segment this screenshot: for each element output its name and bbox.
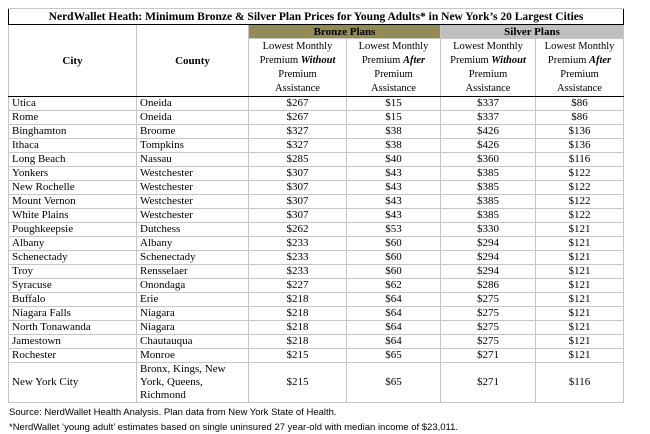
city-cell: Rochester (9, 349, 137, 363)
bronze-after-column-header (347, 39, 441, 97)
silver-after-cell: $121 (536, 265, 624, 279)
silver-without-cell: $360 (441, 153, 536, 167)
header-line: Lowest Monthly (262, 40, 333, 52)
city-cell: Albany (9, 237, 137, 251)
silver-without-cell: $275 (441, 307, 536, 321)
city-cell: North Tonawanda (9, 321, 137, 335)
bronze-without-cell: $307 (249, 209, 347, 223)
silver-after-column-header (536, 39, 624, 97)
table-row (9, 251, 624, 265)
bronze-without-cell: $307 (249, 195, 347, 209)
city-cell: Poughkeepsie (9, 223, 137, 237)
table-row (9, 265, 624, 279)
silver-without-cell: $271 (441, 363, 536, 403)
bronze-without-cell: $215 (249, 349, 347, 363)
silver-after-cell: $121 (536, 223, 624, 237)
bronze-without-cell: $218 (249, 321, 347, 335)
table-row (9, 167, 624, 181)
bronze-without-cell: $215 (249, 363, 347, 403)
table-row (9, 125, 624, 139)
bronze-without-cell: $218 (249, 293, 347, 307)
silver-after-cell: $121 (536, 335, 624, 349)
bronze-without-cell: $233 (249, 237, 347, 251)
bronze-after-cell: $64 (347, 335, 441, 349)
header-line: Lowest Monthly (544, 40, 615, 52)
bronze-without-cell: $262 (249, 223, 347, 237)
bronze-after-cell: $43 (347, 209, 441, 223)
header-line: Premium (468, 68, 508, 80)
silver-without-cell: $286 (441, 279, 536, 293)
city-cell: Jamestown (9, 335, 137, 349)
bronze-after-cell: $64 (347, 321, 441, 335)
silver-without-cell: $337 (441, 97, 536, 111)
county-cell: Dutchess (137, 223, 249, 237)
header-line: Premium After (547, 54, 612, 66)
silver-without-cell: $385 (441, 167, 536, 181)
table-row (9, 335, 624, 349)
table-row (9, 237, 624, 251)
bronze-after-cell: $60 (347, 265, 441, 279)
bronze-after-cell: $65 (347, 363, 441, 403)
silver-plans-group-header: Silver Plans (441, 25, 624, 39)
header-line: Lowest Monthly (453, 40, 523, 52)
city-column-header: City (9, 25, 137, 97)
county-cell: Oneida (137, 111, 249, 125)
city-cell: White Plains (9, 209, 137, 223)
source-note: Source: NerdWallet Health Analysis. Plan data from New York State of Health. (9, 407, 337, 418)
header-line: Assistance (371, 82, 416, 94)
city-cell: New York City (9, 363, 137, 403)
county-cell: Westchester (137, 209, 249, 223)
bronze-after-cell: $60 (347, 237, 441, 251)
silver-without-cell: $294 (441, 265, 536, 279)
bronze-after-cell: $43 (347, 181, 441, 195)
county-cell: Niagara (137, 307, 249, 321)
header-line: Premium (278, 68, 317, 80)
city-cell: Binghamton (9, 125, 137, 139)
header-line: Assistance (275, 82, 320, 94)
silver-after-cell: $122 (536, 167, 624, 181)
county-cell: Niagara (137, 321, 249, 335)
bronze-after-cell: $62 (347, 279, 441, 293)
silver-after-cell: $121 (536, 293, 624, 307)
plan-group-header-row (9, 25, 624, 39)
county-cell: Schenectady (137, 251, 249, 265)
silver-after-cell: $116 (536, 363, 624, 403)
silver-without-cell: $294 (441, 251, 536, 265)
bronze-after-cell: $15 (347, 111, 441, 125)
bronze-after-cell: $40 (347, 153, 441, 167)
silver-without-cell: $426 (441, 125, 536, 139)
silver-without-cell: $385 (441, 181, 536, 195)
bronze-without-cell: $233 (249, 265, 347, 279)
city-cell: Buffalo (9, 293, 137, 307)
city-cell: Mount Vernon (9, 195, 137, 209)
silver-after-cell: $116 (536, 153, 624, 167)
city-cell: Yonkers (9, 167, 137, 181)
silver-without-cell: $385 (441, 195, 536, 209)
table-row (9, 209, 624, 223)
silver-without-cell: $275 (441, 321, 536, 335)
plan-price-table (8, 8, 624, 403)
city-cell: Long Beach (9, 153, 137, 167)
silver-without-cell: $275 (441, 293, 536, 307)
table-title: NerdWallet Heath: Minimum Bronze & Silver Plan Prices for Young Adults* in New York’s 20 Largest Cities (9, 9, 624, 25)
bronze-without-cell: $327 (249, 139, 347, 153)
county-cell: Nassau (137, 153, 249, 167)
city-cell: Utica (9, 97, 137, 111)
bronze-after-cell: $15 (347, 97, 441, 111)
header-line: Premium (374, 68, 413, 80)
silver-after-cell: $136 (536, 139, 624, 153)
header-line: Assistance (465, 82, 511, 94)
bronze-without-cell: $327 (249, 125, 347, 139)
table-body (9, 97, 624, 403)
silver-without-cell: $385 (441, 209, 536, 223)
silver-without-column-header (441, 39, 536, 97)
silver-after-cell: $136 (536, 125, 624, 139)
table-row (9, 279, 624, 293)
bronze-after-cell: $38 (347, 139, 441, 153)
county-cell: Tompkins (137, 139, 249, 153)
table-row (9, 363, 624, 403)
county-cell: Broome (137, 125, 249, 139)
table-row (9, 195, 624, 209)
county-cell: Westchester (137, 195, 249, 209)
bronze-after-cell: $64 (347, 307, 441, 321)
silver-after-cell: $122 (536, 181, 624, 195)
bronze-without-cell: $307 (249, 181, 347, 195)
silver-after-cell: $86 (536, 111, 624, 125)
silver-without-cell: $337 (441, 111, 536, 125)
county-cell: Onondaga (137, 279, 249, 293)
silver-without-cell: $426 (441, 139, 536, 153)
silver-without-cell: $330 (441, 223, 536, 237)
city-cell: Syracuse (9, 279, 137, 293)
young-adult-note: *NerdWallet ‘young adult’ estimates based on single uninsured 27 year-old with median income of $23,011. (9, 422, 459, 433)
table-row (9, 97, 624, 111)
county-cell: Bronx, Kings, New York, Queens, Richmond (137, 363, 249, 403)
silver-after-cell: $121 (536, 321, 624, 335)
bronze-after-cell: $65 (347, 349, 441, 363)
silver-after-cell: $121 (536, 349, 624, 363)
county-cell: Oneida (137, 97, 249, 111)
header-line: Premium After (361, 54, 426, 66)
header-line: Lowest Monthly (358, 40, 429, 52)
footnotes (9, 407, 650, 434)
city-cell: Schenectady (9, 251, 137, 265)
bronze-without-cell: $227 (249, 279, 347, 293)
city-cell: Troy (9, 265, 137, 279)
header-line: Assistance (557, 82, 602, 94)
table-row (9, 293, 624, 307)
bronze-after-cell: $43 (347, 195, 441, 209)
county-cell: Albany (137, 237, 249, 251)
silver-after-cell: $121 (536, 251, 624, 265)
county-cell: Westchester (137, 167, 249, 181)
bronze-without-column-header (249, 39, 347, 97)
bronze-without-cell: $218 (249, 307, 347, 321)
bronze-after-cell: $60 (347, 251, 441, 265)
silver-after-cell: $122 (536, 209, 624, 223)
table-row (9, 111, 624, 125)
city-cell: New Rochelle (9, 181, 137, 195)
bronze-without-cell: $267 (249, 111, 347, 125)
bronze-after-cell: $43 (347, 167, 441, 181)
table-row (9, 223, 624, 237)
header-line: Premium (560, 68, 599, 80)
silver-after-cell: $121 (536, 307, 624, 321)
bronze-after-cell: $64 (347, 293, 441, 307)
city-cell: Ithaca (9, 139, 137, 153)
city-cell: Rome (9, 111, 137, 125)
bronze-without-cell: $307 (249, 167, 347, 181)
table-title-row (9, 9, 624, 25)
bronze-without-cell: $285 (249, 153, 347, 167)
silver-after-cell: $121 (536, 279, 624, 293)
silver-after-cell: $121 (536, 237, 624, 251)
county-column-header: County (137, 25, 249, 97)
table-row (9, 181, 624, 195)
silver-without-cell: $294 (441, 237, 536, 251)
silver-after-cell: $122 (536, 195, 624, 209)
header-line: Premium Without (450, 54, 526, 66)
bronze-without-cell: $267 (249, 97, 347, 111)
city-cell: Niagara Falls (9, 307, 137, 321)
table-row (9, 153, 624, 167)
bronze-plans-group-header: Bronze Plans (249, 25, 441, 39)
county-cell: Rensselaer (137, 265, 249, 279)
bronze-without-cell: $218 (249, 335, 347, 349)
table-row (9, 307, 624, 321)
county-cell: Erie (137, 293, 249, 307)
silver-without-cell: $271 (441, 349, 536, 363)
silver-after-cell: $86 (536, 97, 624, 111)
silver-without-cell: $275 (441, 335, 536, 349)
table-row (9, 139, 624, 153)
header-line: Premium Without (259, 54, 336, 66)
bronze-after-cell: $53 (347, 223, 441, 237)
table-row (9, 321, 624, 335)
table-row (9, 349, 624, 363)
county-cell: Westchester (137, 181, 249, 195)
county-cell: Monroe (137, 349, 249, 363)
bronze-after-cell: $38 (347, 125, 441, 139)
bronze-without-cell: $233 (249, 251, 347, 265)
county-cell: Chautauqua (137, 335, 249, 349)
